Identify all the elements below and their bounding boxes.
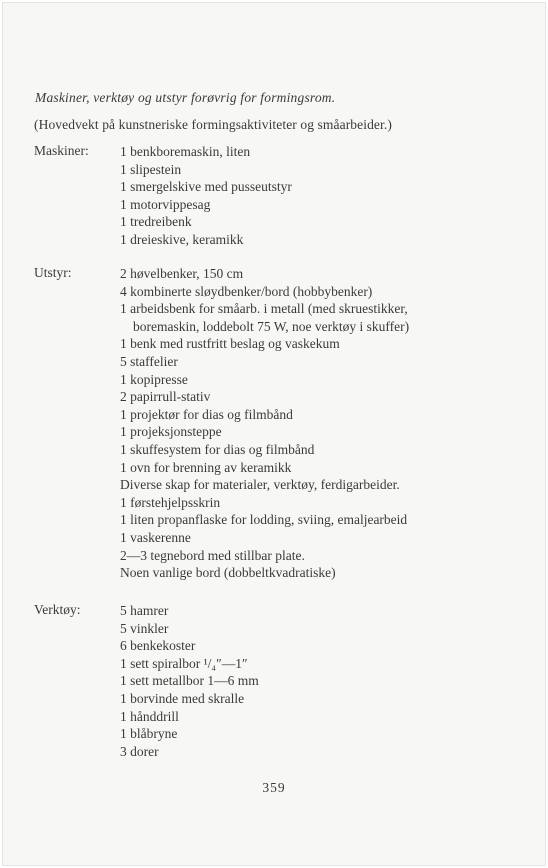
- list-item: 1 smergelskive med pusseutstyr: [120, 179, 292, 195]
- list-item: 1 motorvippesag: [120, 196, 211, 212]
- list-item: 1 vaskerenne: [120, 529, 191, 545]
- verktoy-label: Verktøy:: [34, 602, 81, 617]
- section-heading: Maskiner, verktøy og utstyr forøvrig for formingsrom.: [35, 90, 336, 105]
- list-item: 1 ovn for brenning av keramikk: [120, 459, 292, 475]
- list-item: 1 borvinde med skralle: [120, 690, 245, 706]
- section-subheading: (Hovedvekt på kunstneriske formingsaktiviteter og småarbeider.): [34, 117, 392, 132]
- list-item: 1 tredreibenk: [120, 214, 192, 230]
- list-item: 5 vinkler: [120, 620, 169, 636]
- continuation-text: boremaskin, loddebolt 75 W, noe verktøy i skuffer): [133, 318, 410, 334]
- maskiner-list: [120, 143, 292, 249]
- list-item: 5 hamrer: [120, 603, 169, 618]
- verktoy-list: [120, 602, 259, 760]
- list-item: 1 benk med rustfritt beslag og vaskekum: [120, 336, 340, 352]
- list-item: 1 hånddrill: [120, 708, 179, 724]
- list-item: 4 kombinerte sløydbenker/bord (hobbybenker): [120, 283, 373, 299]
- list-item: 1 førstehjelpsskrin: [120, 494, 221, 510]
- utstyr-list: [120, 265, 409, 582]
- list-item: 3 dorer: [120, 743, 159, 759]
- utstyr-label: Utstyr:: [34, 265, 72, 280]
- list-item: 1 kopipresse: [120, 371, 188, 387]
- list-item: 1 liten propanflaske for lodding, sviing, emaljearbeid: [120, 512, 408, 528]
- list-item: 1 sett metallbor 1—6 mm: [120, 673, 259, 689]
- list-item: 1 benkboremaskin, liten: [120, 144, 251, 159]
- list-item: 2 høvelbenker, 150 cm: [120, 266, 244, 281]
- page-number: 359: [262, 780, 286, 795]
- list-item: 1 blåbryne: [120, 726, 178, 742]
- list-item: 1 projeksjonsteppe: [120, 424, 222, 440]
- maskiner-label: Maskiner:: [34, 143, 89, 158]
- list-item: Noen vanlige bord (dobbeltkvadratiske): [120, 565, 336, 581]
- list-item: 2—3 tegnebord med stillbar plate.: [120, 547, 305, 563]
- list-item: 1 arbeidsbenk for småarb. i metall (med skruestikker,: [120, 301, 408, 317]
- list-item: 1 slipestein: [120, 161, 182, 177]
- list-item: 1 projektør for dias og filmbånd: [120, 406, 293, 422]
- list-item: Diverse skap for materialer, verktøy, ferdigarbeider.: [120, 477, 400, 493]
- list-item: 1 dreieskive, keramikk: [120, 231, 244, 247]
- list-item: 5 staffelier: [120, 353, 178, 369]
- list-item: 1 sett spiralbor ¹/₄″—1″: [120, 655, 248, 671]
- book-page: [2, 2, 546, 866]
- list-item: 6 benkekoster: [120, 638, 196, 654]
- list-item: 2 papirrull-stativ: [120, 389, 211, 405]
- list-item: 1 skuffesystem for dias og filmbånd: [120, 441, 315, 457]
- list-item-continuation: [120, 318, 409, 336]
